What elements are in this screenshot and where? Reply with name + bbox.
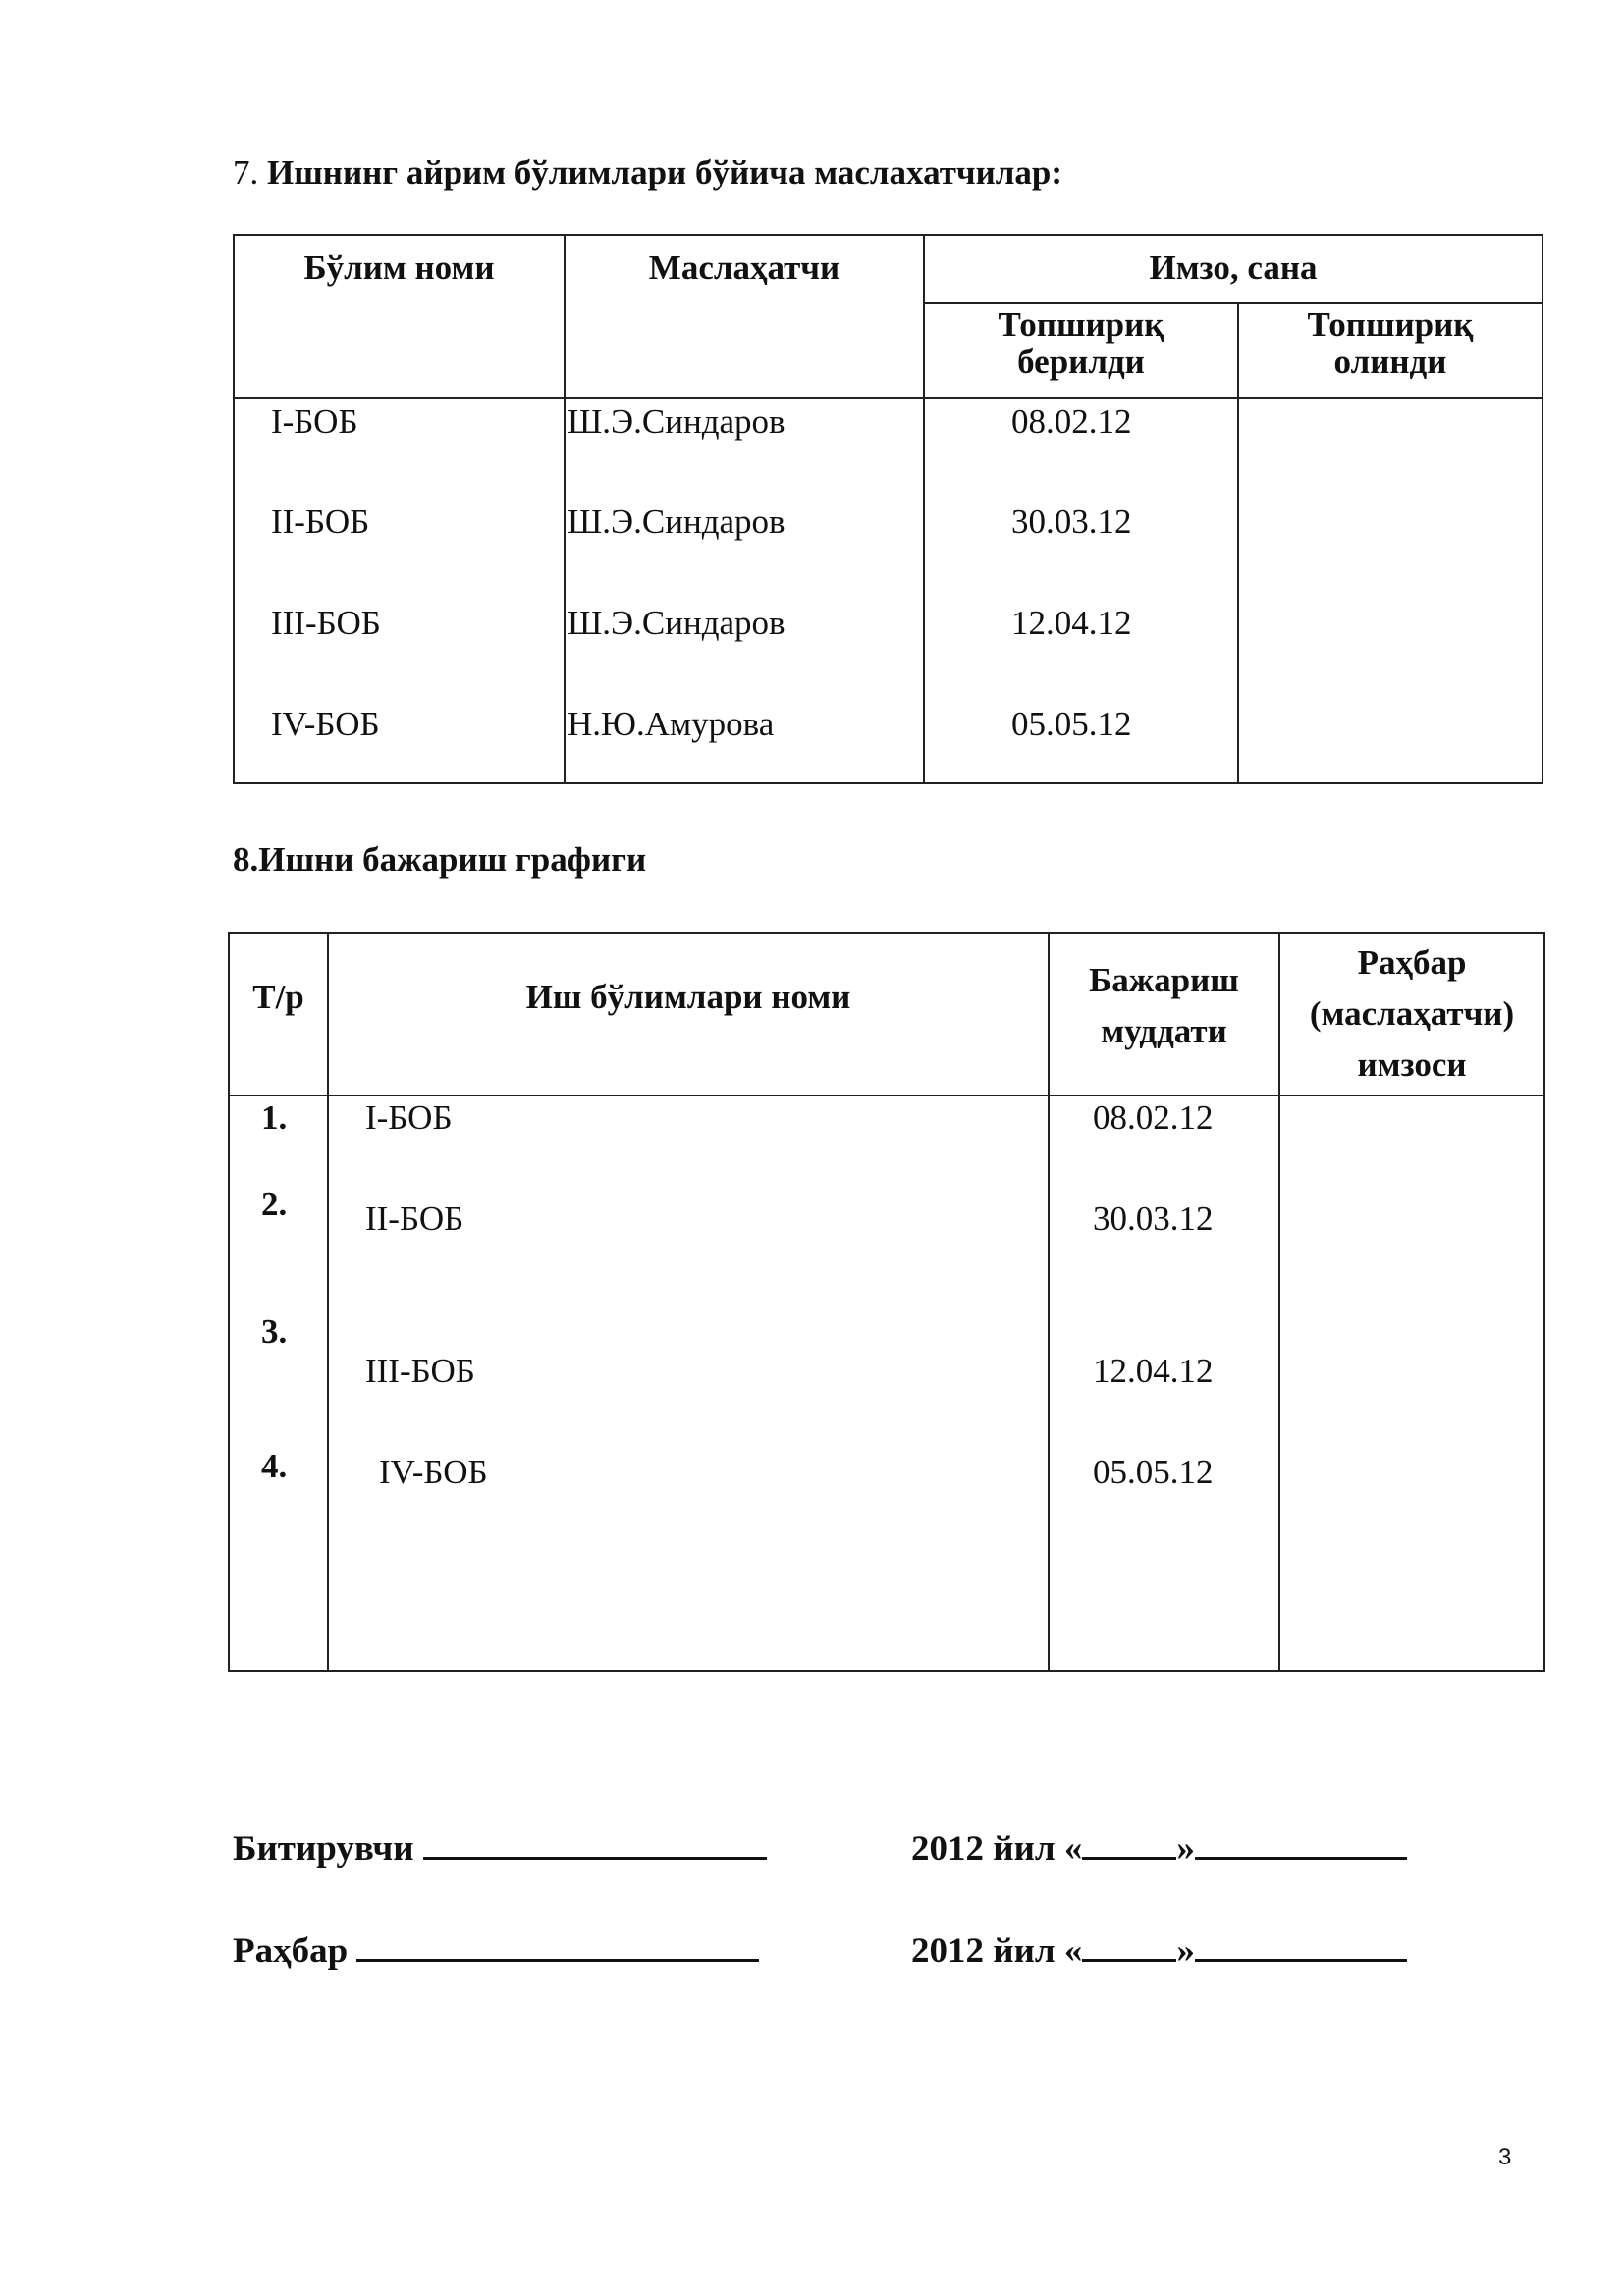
col-received xyxy=(1238,398,1543,783)
t2-row4-deadline: 05.05.12 xyxy=(1093,1453,1214,1491)
supervisor-date xyxy=(911,1930,1407,1972)
header-parts: Иш бўлимлари номи xyxy=(328,933,1049,1095)
header-signature-date: Имзо, сана xyxy=(924,235,1543,303)
t1-row4-consultant: Н.Ю.Амурова xyxy=(568,705,775,743)
t2-row1-name: I-БОБ xyxy=(365,1098,453,1137)
section-7-heading: Ишнинг айрим бўлимлари бўйича маслахатчилар: xyxy=(267,153,1063,191)
graduate-month-line xyxy=(1195,1828,1407,1860)
col-signature xyxy=(1279,1095,1544,1671)
consultants-table xyxy=(233,234,1543,784)
t2-row3-name: III-БОБ xyxy=(365,1352,475,1390)
t2-row2-deadline: 30.03.12 xyxy=(1093,1200,1214,1238)
supervisor-signature xyxy=(233,1930,759,1972)
section-7-number: 7. xyxy=(233,153,259,191)
header-task-given: Топшириқ берилди xyxy=(924,303,1238,398)
t1-row3-section: III-БОБ xyxy=(271,604,381,642)
supervisor-year-prefix: 2012 йил « xyxy=(911,1931,1083,1971)
t2-row1-deadline: 08.02.12 xyxy=(1093,1098,1214,1137)
section-8-title: 8.Ишни бажариш графиги xyxy=(233,840,647,879)
graduate-year-close: » xyxy=(1176,1829,1195,1869)
header-task-received: Топшириқ олинди xyxy=(1238,303,1543,398)
header-num: Т/р xyxy=(229,933,328,1095)
header-section-name: Бўлим номи xyxy=(234,235,565,398)
header-signature: Раҳбар (маслаҳатчи) имзоси xyxy=(1279,933,1544,1095)
graduate-signature xyxy=(233,1828,767,1870)
t1-row2-section: II-БОБ xyxy=(271,503,370,541)
t2-row3-deadline: 12.04.12 xyxy=(1093,1352,1214,1390)
header-deadline: Бажариш муддати xyxy=(1049,933,1279,1095)
t2-row3-num: 3. xyxy=(261,1312,288,1351)
t1-row3-given: 12.04.12 xyxy=(1011,604,1132,642)
col-num xyxy=(229,1095,328,1671)
supervisor-month-line xyxy=(1195,1930,1407,1962)
t2-row1-num: 1. xyxy=(261,1098,288,1137)
supervisor-signature-line xyxy=(356,1930,759,1962)
supervisor-day-line xyxy=(1082,1930,1176,1962)
graduate-label: Битирувчи xyxy=(233,1829,414,1869)
graduate-signature-line xyxy=(423,1828,767,1860)
t1-row3-consultant: Ш.Э.Синдаров xyxy=(568,604,785,642)
t1-row4-section: IV-БОБ xyxy=(271,705,380,743)
t1-row1-section: I-БОБ xyxy=(271,402,358,441)
t2-row4-name: IV-БОБ xyxy=(379,1453,488,1491)
t1-row2-given: 30.03.12 xyxy=(1011,503,1132,541)
t1-row2-consultant: Ш.Э.Синдаров xyxy=(568,503,785,541)
section-7-title xyxy=(233,153,1062,192)
supervisor-label: Раҳбар xyxy=(233,1931,349,1971)
graduate-date xyxy=(911,1828,1407,1870)
page-number: 3 xyxy=(1498,2144,1512,2170)
t1-row4-given: 05.05.12 xyxy=(1011,705,1132,743)
t2-row4-num: 4. xyxy=(261,1447,288,1485)
supervisor-year-close: » xyxy=(1176,1931,1195,1971)
header-consultant: Маслаҳатчи xyxy=(565,235,924,398)
graduate-day-line xyxy=(1082,1828,1176,1860)
t2-row2-name: II-БОБ xyxy=(365,1200,464,1238)
t1-row1-given: 08.02.12 xyxy=(1011,402,1132,441)
t2-row2-num: 2. xyxy=(261,1185,288,1223)
graduate-year-prefix: 2012 йил « xyxy=(911,1829,1083,1869)
t1-row1-consultant: Ш.Э.Синдаров xyxy=(568,402,785,441)
schedule-table xyxy=(228,932,1545,1672)
